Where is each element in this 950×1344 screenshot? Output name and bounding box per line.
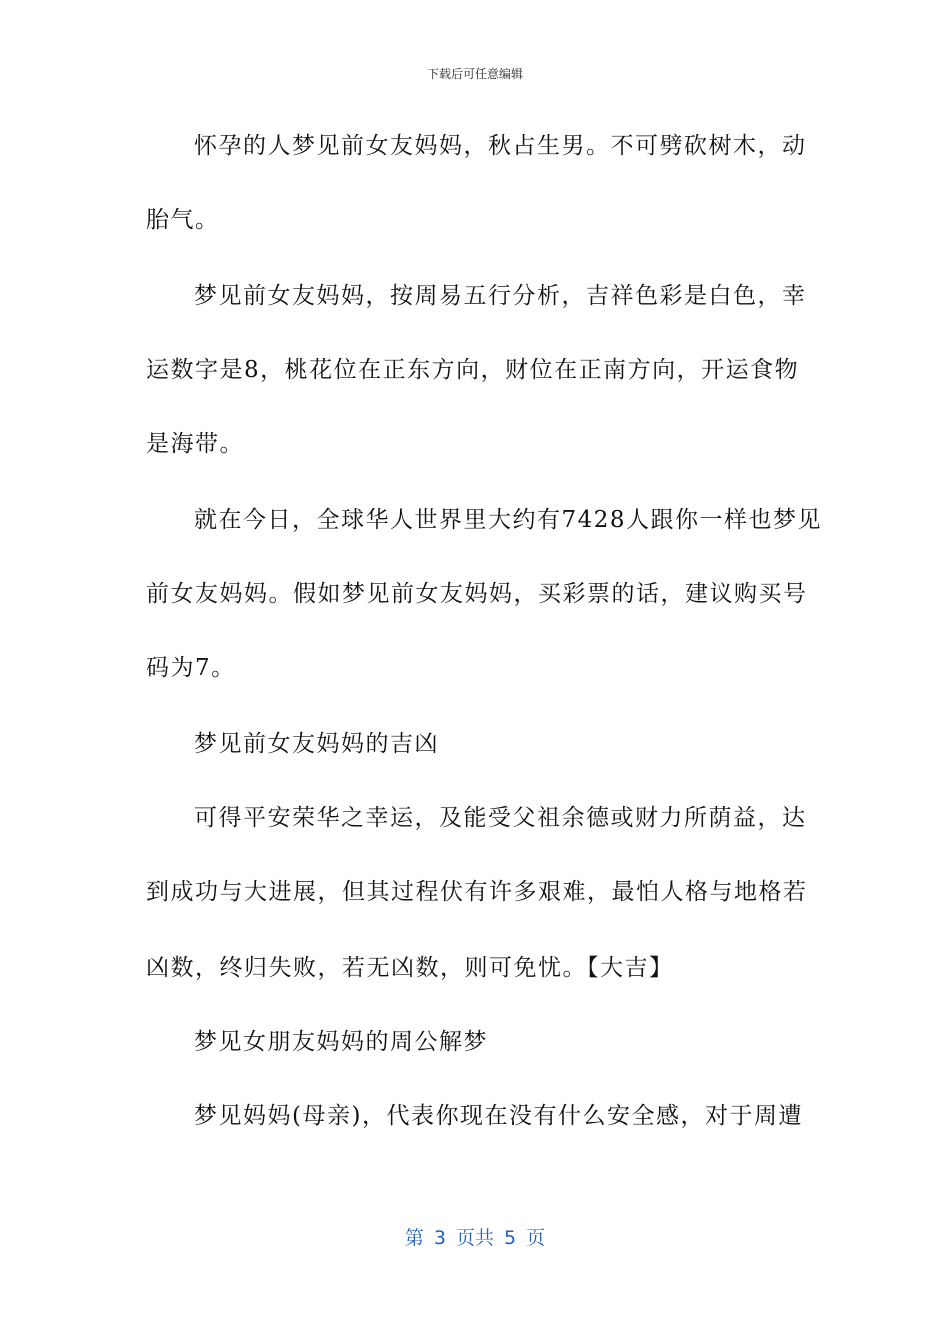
- text-line: 可得平安荣华之幸运，及能受父祖余德或财力所荫益，达: [194, 805, 807, 831]
- section-heading: 梦见女朋友妈妈的周公解梦: [194, 1029, 488, 1055]
- text-line: 码为7。: [146, 655, 236, 681]
- text-line: 胎气。: [146, 207, 220, 233]
- text-line: 梦见妈妈(母亲)，代表你现在没有什么安全感，对于周遭: [194, 1103, 803, 1129]
- text-line: 运数字是8，桃花位在正东方向，财位在正南方向，开运食物: [146, 357, 800, 383]
- text-line: 到成功与大进展，但其过程伏有许多艰难，最怕人格与地格若: [146, 879, 808, 905]
- text-line: 梦见前女友妈妈，按周易五行分析，吉祥色彩是白色，幸: [194, 283, 807, 309]
- text-line: 前女友妈妈。假如梦见前女友妈妈，买彩票的话，建议购买号: [146, 581, 808, 607]
- text-line: 是海带。: [146, 431, 244, 457]
- text-line: 就在今日，全球华人世界里大约有7428人跟你一样也梦见: [194, 507, 823, 533]
- page-header: 下载后可任意编辑: [426, 67, 523, 81]
- page-number-footer: 第 3 页共 5 页: [404, 1227, 546, 1249]
- text-line: 凶数，终归失败，若无凶数，则可免忧。【大吉】: [146, 955, 674, 981]
- section-heading: 梦见前女友妈妈的吉凶: [194, 731, 439, 757]
- text-line: 怀孕的人梦见前女友妈妈，秋占生男。不可劈砍树木，动: [194, 133, 807, 159]
